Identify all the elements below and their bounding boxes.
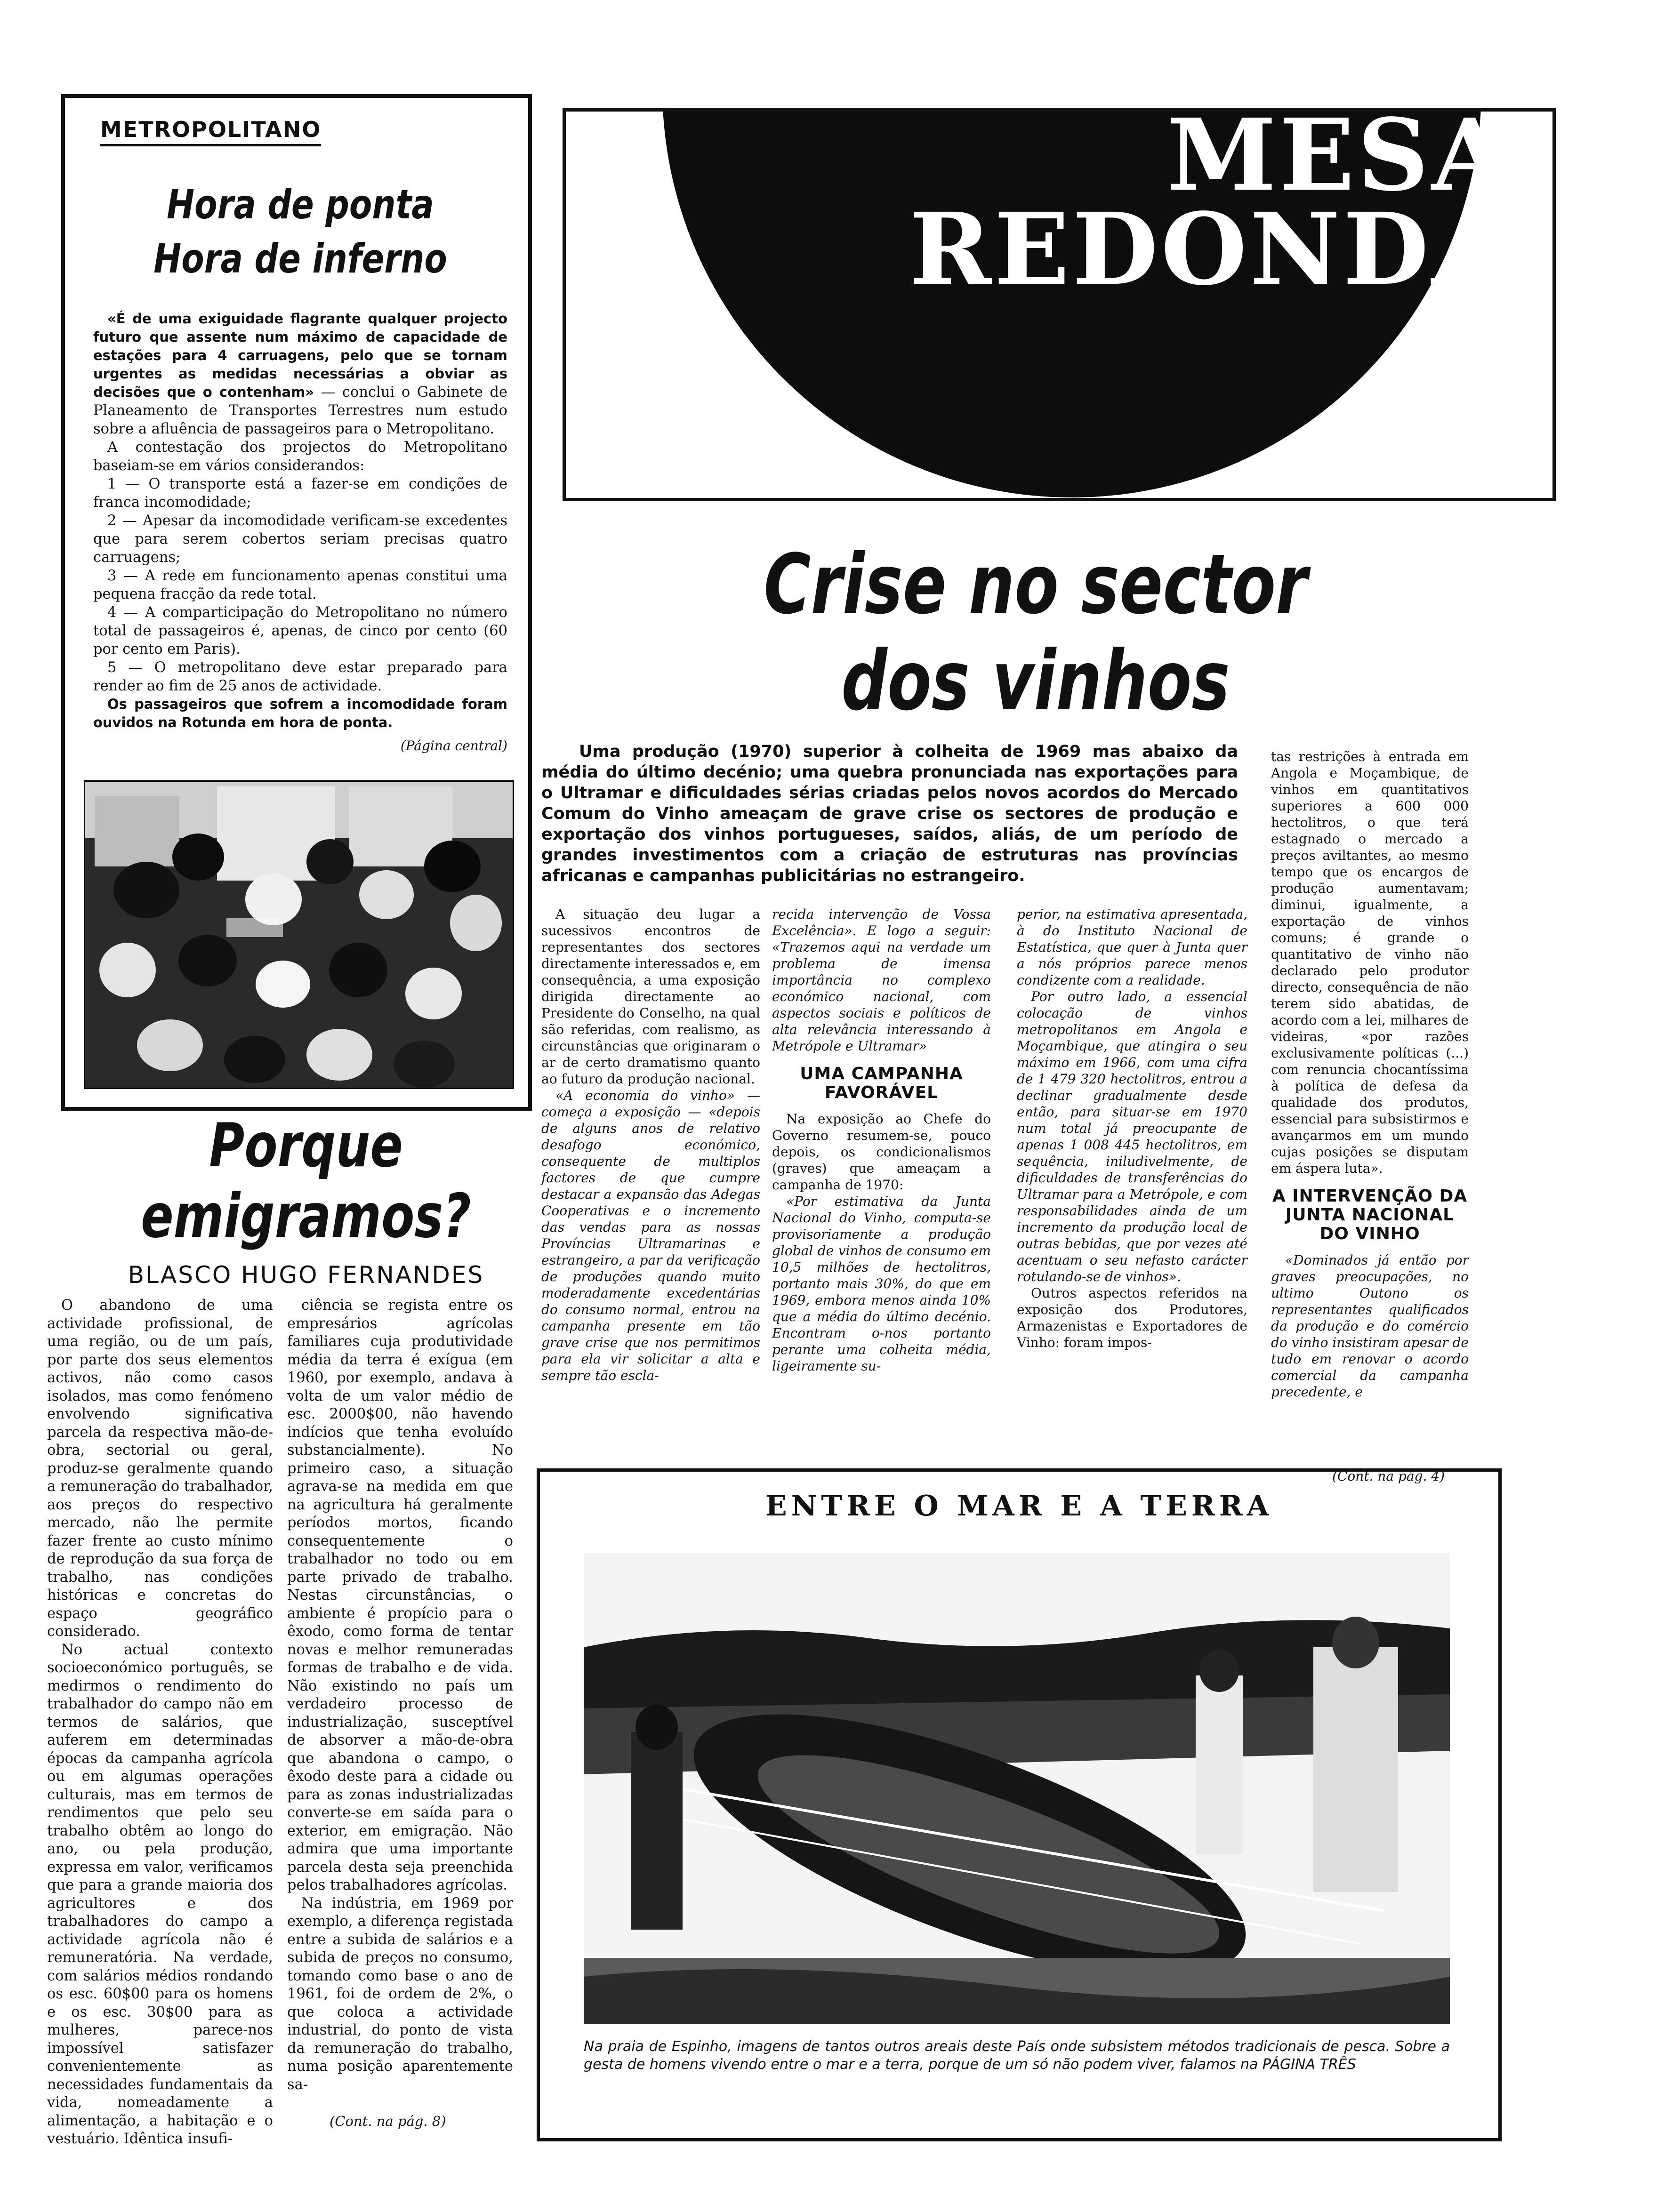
body-paragraph: «Dominados já então por graves preocupações, no ultimo Outono os representantes qualificados da produção e do comércio do vinho insistiram apesar de tudo em renovar o acordo comercial da campanha precedente, e: [1271, 1252, 1469, 1400]
headline-line-1: Crise no sector: [764, 537, 1308, 633]
article-column-3: [1017, 906, 1247, 1351]
article-column-2: [772, 906, 991, 1374]
body-paragraph: «Por estimativa da Junta Nacional do Vinho, computa-se provisoriamente a produção global de vinhos de consumo em 10,5 milhões de hectolitros, portanto mais 30%, do que em 1969, embora menos ainda 10% que a média do último decénio. Encontram o-nos portanto perante uma colheita média, ligeiramente su-: [772, 1194, 991, 1374]
headline-line-2: dos vinhos: [841, 633, 1230, 729]
continuation-link[interactable]: (Cont. na pág. 8): [330, 2113, 446, 2129]
list-item: 1 — O transporte está a fazer-se em condições de franca incomodidade;: [93, 476, 507, 511]
headline-line-2: Hora de inferno: [153, 235, 447, 282]
page-reference: (Página central): [400, 738, 507, 753]
body-paragraph: A situação deu lugar a sucessivos encontros de representantes dos sectores directamente interessados e, em consequência, a uma exposição dirigida directamente ao Presidente do Conselho, na qual são referidas, com realismo, as circunstâncias que originaram o ar de certo dramatismo quanto ao futuro da produção nacional.: [541, 906, 760, 1087]
metropolitano-article-box: [61, 94, 532, 1111]
body-paragraph: ciência se regista entre os empresários agrícolas familiares cuja produtividade média da terra é exígua (em 1960, por exemplo, andava à volta de um valor médio de esc. 2000$00, não havendo indícios que tenha evoluído substancialmente). No primeiro caso, a situação agrava-se na medida em que na agricultura há geralmente períodos mortos, ficando consequentemente o trabalhador no todo ou em parte privado de trabalho. Nestas circunstâncias, o ambiente é propício para o êxodo, como forma de tentar novas e melhor remuneradas formas de trabalho e de vida. Não existindo no país um verdadeiro processo de industrialização, susceptível de absorver a mão-de-obra que abandona o campo, o êxodo deste para a cidade ou para as zonas industrializadas converte-se em saída para o exterior, em emigração. Não admira que uma importante parcela desta seja preenchida pelos trabalhadores agrícolas.: [287, 1297, 513, 1893]
beach-fishing-photo: [584, 1553, 1450, 2024]
crowd-photo-graphic: [85, 782, 513, 1088]
article-column-2: [287, 1297, 513, 2094]
body-paragraph: [93, 310, 507, 438]
body-paragraph: «A economia do vinho» — começa a exposição — «depois de alguns anos de relativo desafogo económico, consequente de multiplos factores de que cumpre destacar a expansão das Adegas Cooperativas e o incremento das vendas para as nossas Províncias Ultramarinas e estrangeiro, a par da verificação de produções quando muito moderadamente excedentárias do consumo normal, entrou na campanha presente em tão grave crise que nos permitimos para ela vir solicitar a alta e sempre tão escla-: [541, 1088, 760, 1383]
headline-line-2: emigramos?: [141, 1181, 471, 1251]
body-paragraph: No actual contexto socioeconómico português, se medirmos o rendimento do trabalhador do campo não em termos de salários, que auferem em determinadas épocas da campanha agrícola ou em algumas operações culturais, mas em termos de rendimentos que pelo seu trabalho obtêm ao longo do ano, ou pela produção, expressa em valor, verificamos que para a grande maioria dos agricultores e dos trabalhadores do campo a actividade agrícola não é remuneratória. Na verdade, com salários médios rondando os esc. 60$00 para os homens e os esc. 30$00 para as mulheres, parece-nos impossível satisfazer convenientemente as necessidades fundamentais da vida, nomeadamente a alimentação, a habitação e o vestuário. Idêntica insufi-: [47, 1641, 273, 2147]
article-lead: Uma produção (1970) superior à colheita de 1969 mas abaixo da média do último decénio; uma quebra pronunciada nas exportações para o Ultramar e dificuldades sérias criadas pelos novos acordos do Mercado Comum do Vinho ameaçam de grave crise os sectores de produção e exportação dos vinhos portugueses, saídos, aliás, de um período de grandes investimentos com a criação de estruturas nas províncias africanas e campanhas publicitárias no estrangeiro.: [541, 742, 1238, 885]
headline-line-1: Porque: [209, 1111, 403, 1181]
body-paragraph: A contestação dos projectos do Metropolitano baseiam-se em vários considerandos:: [93, 439, 507, 474]
masthead-line-2: REDONDA: [909, 191, 1511, 307]
article-headline: [734, 537, 1336, 729]
section-label: METROPOLITANO: [100, 117, 321, 146]
fishermen-photo-graphic: [584, 1553, 1450, 2024]
article-headline: [137, 1111, 475, 1252]
subheading: UMA CAMPANHA FAVORÁVEL: [800, 1064, 963, 1102]
body-paragraph: Por outro lado, a essencial colocação de vinhos metropolitanos em Angola e Moçambique, que atingira o seu máximo em 1966, com uma cifra de 1 479 320 hectolitros, entrou a declinar gradualmente desde então, para situar-se em 1970 num total já preocupante de apenas 1 008 445 hectolitros, em sequência, iniludivelmente, de dificuldades de transferências do Ultramar para a Metrópole, e com responsabilidades ainda de um incremento da produção local de outras bebidas, que por vezes até acentuam o seu nefasto carácter rotulando-se de vinhos».: [1017, 989, 1247, 1284]
body-paragraph: recida intervenção de Vossa Excelência». E logo a seguir: «Trazemos aqui na verdade um problema de imensa importância no complexo económico nacional, com aspectos sociais e políticos de alta relevância interessando à Metrópole e Ultramar»: [772, 906, 991, 1054]
article-headline: [123, 178, 478, 286]
photo-caption: Na praia de Espinho, imagens de tantos outros areais deste País onde subsistem métodos tradicionais de pesca. Sobre a gesta de homens vivendo entre o mar e a terra, porque de um só não podem viver, falamos na PÁGINA TRÊS: [584, 2038, 1450, 2073]
list-item: 2 — Apesar da incomodidade verificam-se excedentes que para serem cobertos seriam precisas quatro carruagens;: [93, 513, 507, 566]
body-paragraph: Na exposição ao Chefe do Governo resumem-se, pouco depois, os condicionalismos (graves) que ameaçam a campanha de 1970:: [772, 1111, 991, 1193]
body-paragraph: perior, na estimativa apresentada, à do Instituto Nacional de Estatística, que quer à Junta quer a nós próprios parece menos condizente com a realidade.: [1017, 906, 1247, 988]
continuation-link[interactable]: (Cont. na pág. 4): [1332, 1468, 1445, 1484]
byline: BLASCO HUGO FERNANDES: [128, 1261, 484, 1289]
body-paragraph: O abandono de uma actividade profissional, de uma região, ou de um país, por parte dos seus elementos activos, não como casos isolados, mas como fenómeno envolvendo significativa parcela da respectiva mão-de-obra, sectorial ou geral, produz-se geralmente quando a remuneração do trabalhador, aos preços do respectivo mercado, não lhe permite fazer frente ao custo mínimo de reprodução da sua força de trabalho, nas condições históricas e concretas do espaço geográfico considerado.: [47, 1297, 273, 1640]
body-paragraph: Outros aspectos referidos na exposição dos Produtores, Armazenistas e Exportadores de Vinho: foram impos-: [1017, 1285, 1247, 1350]
body-paragraph: tas restrições à entrada em Angola e Moçambique, de vinhos em quantitativos superiores a 600 000 hectolitros, o que terá estagnado o mercado a preços aviltantes, ao mesmo tempo que os encargos de produção aumentavam; diminui, igualmente, a exportação de vinhos comuns; é grande o quantitativo de vinho não declarado pelo produtor directo, consequência de não terem sido abatidas, de acordo com a lei, milhares de videiras, «por razões exclusivamente políticas (...) com renuncia chocantíssima à política de defesa da qualidade dos produtos, essencial para subsistirmos e avançarmos em um mundo cujas posições se disputam em áspera luta».: [1271, 749, 1469, 1176]
article-column-4: [1271, 748, 1469, 1400]
subheading: A INTERVENÇÃO DA JUNTA NACIONAL DO VINHO: [1272, 1186, 1468, 1243]
article-body: [93, 310, 507, 755]
body-paragraph: Na indústria, em 1969 por exemplo, a diferença registada entre a subida de salários e a subida de preços no consumo, tomando como base o ano de 1961, foi de ordem de 2%, o que coloca a actividade industrial, do ponto de vista da remuneração do trabalho, numa posição aparentemente sa-: [287, 1895, 513, 2093]
masthead-line-1: MESA: [1166, 97, 1511, 213]
closing-paragraph: Os passageiros que sofrem a incomodidade foram ouvidos na Rotunda em hora de ponta.: [93, 696, 507, 730]
lead-quote: «É de uma exiguidade flagrante qualquer projecto futuro que assente num máximo de capacidade de estações para 4 carruagens, pelo que se tornam urgentes as medidas necessárias a obviar as decisões que o contenham»: [93, 311, 507, 400]
masthead-title: [800, 97, 1511, 307]
headline-line-1: Hora de ponta: [167, 181, 434, 228]
list-item: 3 — A rede em funcionamento apenas constitui uma pequena fracção da rede total.: [93, 568, 507, 602]
list-item: 5 — O metropolitano deve estar preparado para render ao fim de 25 anos de actividade.: [93, 659, 507, 694]
article-column-1: [47, 1297, 273, 2148]
photo-feature-title: ENTRE O MAR E A TERRA: [765, 1490, 1273, 1523]
commuter-crowd-photo: [84, 780, 514, 1089]
list-item: 4 — A comparticipação do Metropolitano no número total de passageiros é, apenas, de cinco por cento (60 por cento em Paris).: [93, 604, 507, 657]
lead-quote-attribution: — conclui o Gabinete de Planeamento de Transportes Terrestres num estudo sobre a afluência de passageiros para o Metropolitano.: [93, 384, 507, 437]
article-column-1: [541, 906, 760, 1384]
